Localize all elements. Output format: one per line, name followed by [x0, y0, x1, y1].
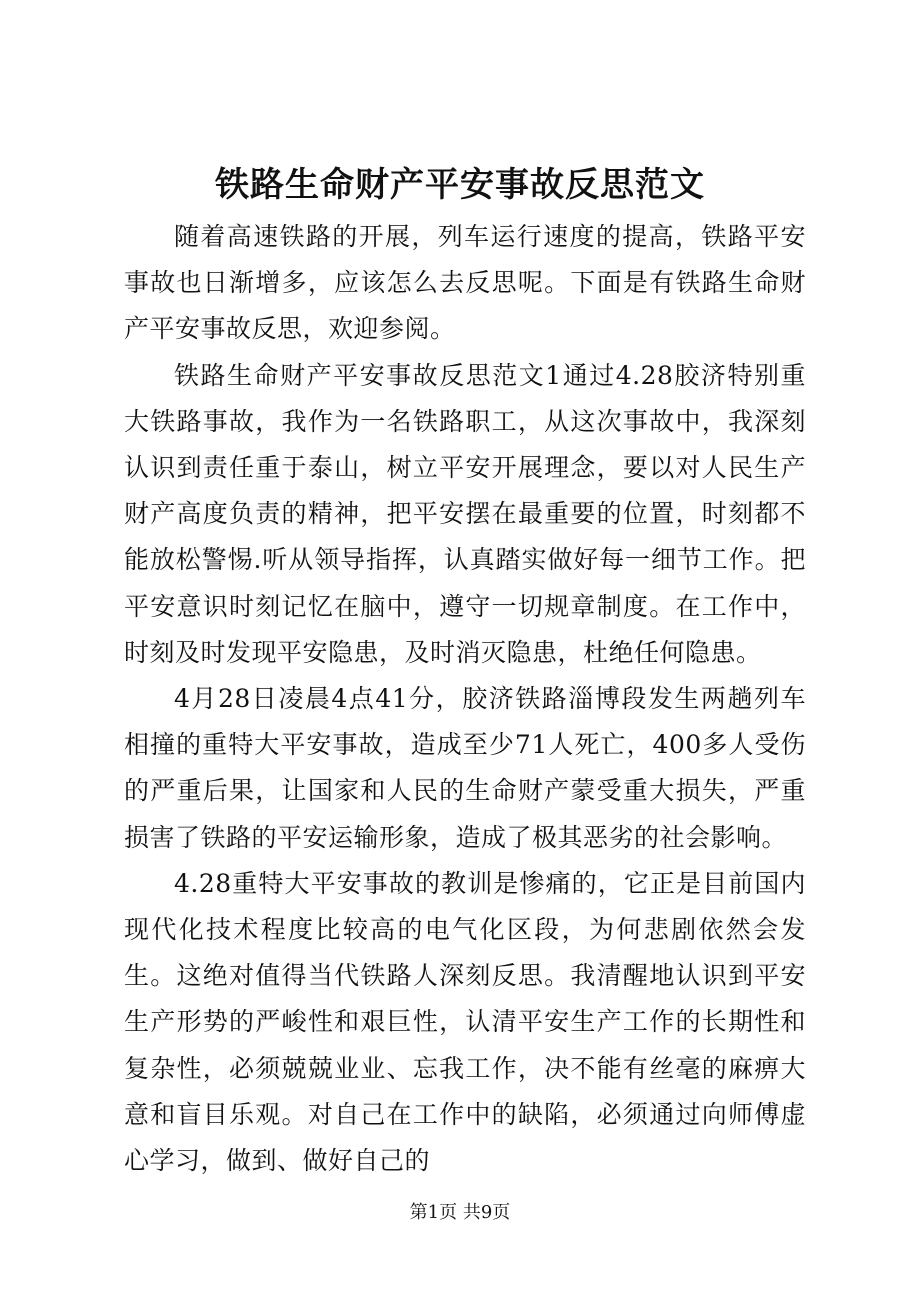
- document-title: 铁路生命财产平安事故反思范文: [215, 165, 705, 205]
- document-body: [124, 214, 806, 1184]
- paragraph-3: 4.28重特大平安事故的教训是惨痛的，它正是目前国内现代化技术程度比较高的电气化区段，为何悲剧依然会发生。这绝对值得当代铁路人深刻反思。我清醒地认识到平安生产形势的严峻性和艰巨性，认清平安生产工作的长期性和复杂性，必须兢兢业业、忘我工作，决不能有丝毫的麻痹大意和盲目乐观。对自己在工作中的缺陷，必须通过向师傅虚心学习，做到、做好自己的: [124, 868, 806, 1176]
- paragraph-intro: 随着高速铁路的开展，列车运行速度的提高，铁路平安事故也日渐增多，应该怎么去反思呢。下面是有铁路生命财产平安事故反思，欢迎参阅。: [124, 222, 806, 344]
- paragraph-2: 4月28日凌晨4点41分，胶济铁路淄博段发生两趟列车相撞的重特大平安事故，造成至少71人死亡，400多人受伤的严重后果，让国家和人民的生命财产蒙受重大损失，严重损害了铁路的平安运输形象，造成了极其恶劣的社会影响。: [124, 684, 806, 852]
- paragraph-1: 铁路生命财产平安事故反思范文1通过4.28胶济特别重大铁路事故，我作为一名铁路职工，从这次事故中，我深刻认识到责任重于泰山，树立平安开展理念，要以对人民生产财产高度负责的精神，把平安摆在最重要的位置，时刻都不能放松警惕.听从领导指挥，认真踏实做好每一细节工作。把平安意识时刻记忆在脑中，遵守一切规章制度。在工作中，时刻及时发现平安隐患，及时消灭隐患，杜绝任何隐患。: [124, 360, 806, 667]
- page-number-footer: 第1页 共9页: [409, 1202, 511, 1223]
